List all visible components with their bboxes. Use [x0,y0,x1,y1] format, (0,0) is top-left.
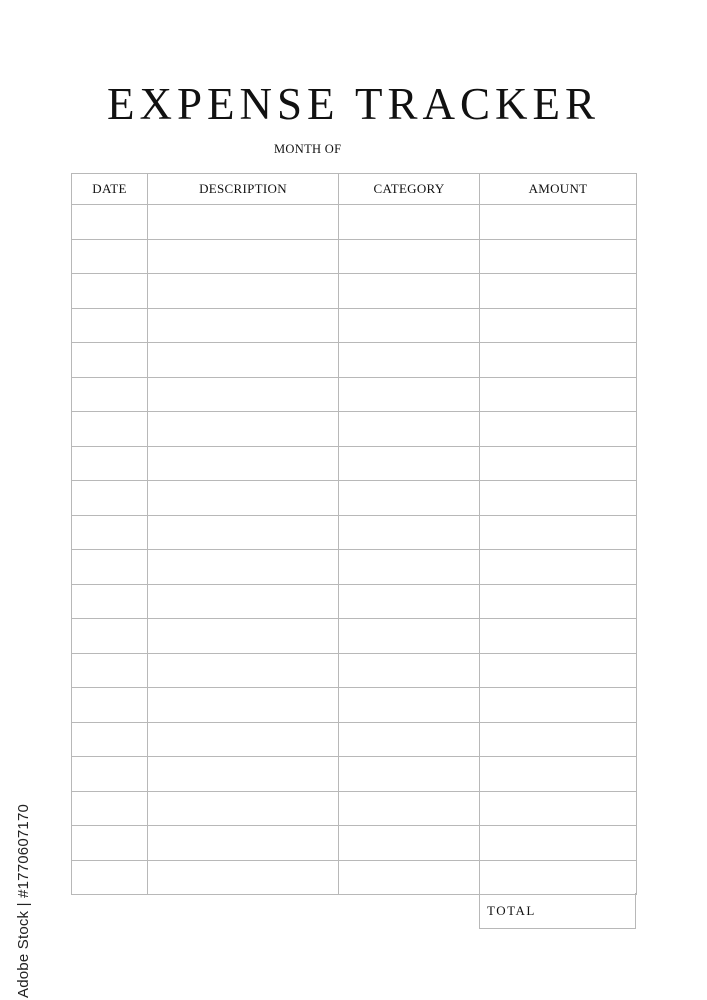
date-cell[interactable] [72,239,148,274]
amount-cell[interactable] [480,274,637,309]
table-row [72,274,637,309]
description-cell[interactable] [148,446,339,481]
amount-cell[interactable] [480,826,637,861]
category-cell[interactable] [339,412,480,447]
table-row [72,757,637,792]
amount-cell[interactable] [480,412,637,447]
amount-cell[interactable] [480,722,637,757]
category-cell[interactable] [339,274,480,309]
description-cell[interactable] [148,239,339,274]
date-cell[interactable] [72,274,148,309]
total-box[interactable] [479,893,636,929]
category-cell[interactable] [339,619,480,654]
category-cell[interactable] [339,377,480,412]
table-row [72,619,637,654]
category-cell[interactable] [339,826,480,861]
category-cell[interactable] [339,550,480,585]
table-row [72,860,637,895]
date-cell[interactable] [72,205,148,240]
description-cell[interactable] [148,481,339,516]
table-row [72,826,637,861]
page-title: EXPENSE TRACKER [107,79,600,129]
table-row [72,412,637,447]
category-cell[interactable] [339,515,480,550]
category-cell[interactable] [339,481,480,516]
amount-cell[interactable] [480,791,637,826]
description-cell[interactable] [148,343,339,378]
amount-cell[interactable] [480,688,637,723]
description-cell[interactable] [148,274,339,309]
date-cell[interactable] [72,826,148,861]
description-cell[interactable] [148,308,339,343]
date-cell[interactable] [72,377,148,412]
table-row [72,722,637,757]
description-cell[interactable] [148,515,339,550]
table-row [72,481,637,516]
stock-watermark [12,758,32,998]
description-cell[interactable] [148,377,339,412]
table-row [72,550,637,585]
description-cell[interactable] [148,205,339,240]
amount-cell[interactable] [480,550,637,585]
description-cell[interactable] [148,550,339,585]
table-row [72,688,637,723]
table-body [72,205,637,895]
amount-cell[interactable] [480,584,637,619]
category-cell[interactable] [339,343,480,378]
table-row [72,791,637,826]
description-cell[interactable] [148,722,339,757]
amount-cell[interactable] [480,239,637,274]
month-of-label: MONTH OF [274,142,342,156]
table-row [72,653,637,688]
column-header-description: DESCRIPTION [148,174,339,205]
amount-cell[interactable] [480,205,637,240]
amount-cell[interactable] [480,343,637,378]
date-cell[interactable] [72,584,148,619]
description-cell[interactable] [148,688,339,723]
column-header-date: DATE [72,174,148,205]
date-cell[interactable] [72,860,148,895]
column-header-amount: AMOUNT [480,174,637,205]
table-row [72,446,637,481]
category-cell[interactable] [339,791,480,826]
date-cell[interactable] [72,343,148,378]
date-cell[interactable] [72,653,148,688]
amount-cell[interactable] [480,481,637,516]
description-cell[interactable] [148,860,339,895]
date-cell[interactable] [72,619,148,654]
category-cell[interactable] [339,308,480,343]
stock-id-text: Adobe Stock | #1770607170 [15,803,32,998]
date-cell[interactable] [72,791,148,826]
amount-cell[interactable] [480,757,637,792]
date-cell[interactable] [72,481,148,516]
description-cell[interactable] [148,412,339,447]
description-cell[interactable] [148,619,339,654]
expense-table [71,173,637,895]
table-row [72,584,637,619]
table-row [72,205,637,240]
amount-cell[interactable] [480,446,637,481]
total-label: TOTAL [487,903,536,918]
category-cell[interactable] [339,722,480,757]
table-row [72,308,637,343]
table-row [72,239,637,274]
category-cell[interactable] [339,757,480,792]
table-row [72,377,637,412]
column-header-category: CATEGORY [339,174,480,205]
amount-cell[interactable] [480,377,637,412]
description-cell[interactable] [148,653,339,688]
date-cell[interactable] [72,688,148,723]
category-cell[interactable] [339,653,480,688]
category-cell[interactable] [339,446,480,481]
description-cell[interactable] [148,791,339,826]
amount-cell[interactable] [480,619,637,654]
date-cell[interactable] [72,412,148,447]
date-cell[interactable] [72,308,148,343]
description-cell[interactable] [148,757,339,792]
amount-cell[interactable] [480,860,637,895]
category-cell[interactable] [339,860,480,895]
amount-cell[interactable] [480,515,637,550]
category-cell[interactable] [339,688,480,723]
category-cell[interactable] [339,239,480,274]
date-cell[interactable] [72,757,148,792]
description-cell[interactable] [148,826,339,861]
date-cell[interactable] [72,722,148,757]
category-cell[interactable] [339,205,480,240]
amount-cell[interactable] [480,308,637,343]
date-cell[interactable] [72,515,148,550]
table-row [72,515,637,550]
date-cell[interactable] [72,550,148,585]
table-row [72,343,637,378]
amount-cell[interactable] [480,653,637,688]
table-header-row [72,174,637,205]
description-cell[interactable] [148,584,339,619]
date-cell[interactable] [72,446,148,481]
category-cell[interactable] [339,584,480,619]
